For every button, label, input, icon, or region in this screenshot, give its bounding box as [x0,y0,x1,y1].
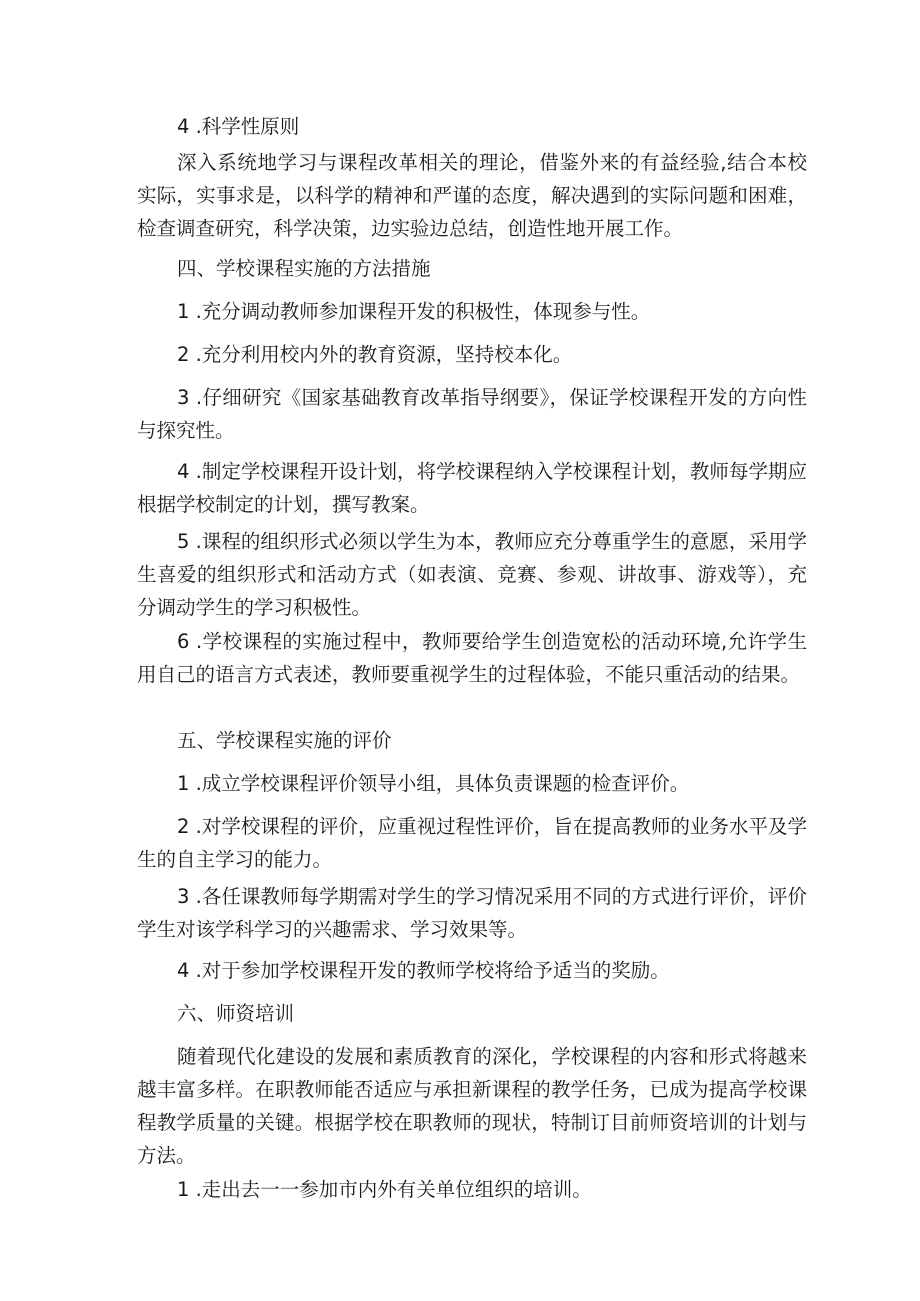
list-item-5-4: 4 .对于参加学校课程开发的教师学校将给予适当的奖励。 [177,959,670,982]
list-item-6-1: 1 .走出去一一参加市内外有关单位组织的培训。 [177,1178,592,1201]
paragraph-teacher-training: 随着现代化建设的发展和素质教育的深化，学校课程的内容和形式将越来越丰富多样。在职教师能否适应与承担新课程的教学任务，已成为提高学校课程教学质量的关键。根据学校在职教师的现状，特制订目前师资培训的计划与方法。 [137,1045,807,1167]
heading-section-4: 四、学校课程实施的方法措施 [177,257,431,280]
list-item-4-5: 5 .课程的组织形式必须以学生为本，教师应充分尊重学生的意愿，采用学生喜爱的组织形式和活动方式（如表演、竞赛、参观、讲故事、游戏等），充分调动学生的学习积极性。 [137,530,807,619]
list-item-4-1: 1 .充分调动教师参加课程开发的积极性，体现参与性。 [177,300,651,323]
paragraph-scientific-principle: 深入系统地学习与课程改革相关的理论，借鉴外来的有益经验,结合本校实际，实事求是，以科学的精神和严谨的态度，解决遇到的实际问题和困难，检查调查研究，科学决策，边实验边总结，创造性地开展工作。 [137,151,807,240]
list-item-4-3: 3 .仔细研究《国家基础教育改革指导纲要》，保证学校课程开发的方向性与探究性。 [137,386,807,442]
heading-section-6: 六、师资培训 [177,1002,295,1025]
list-item-5-2: 2 .对学校课程的评价，应重视过程性评价，旨在提高教师的业务水平及学生的自主学习的能力。 [137,815,807,871]
list-item-5-3: 3 .各任课教师每学期需对学生的学习情况采用不同的方式进行评价，评价学生对该学科学习的兴趣需求、学习效果等。 [137,885,807,941]
list-item-5-1: 1 .成立学校课程评价领导小组，具体负责课题的检查评价。 [177,772,690,795]
subheading-scientific-principle: 4 .科学性原则 [177,115,300,138]
heading-section-5: 五、学校课程实施的评价 [177,729,392,752]
list-item-4-4: 4 .制定学校课程开设计划，将学校课程纳入学校课程计划，教师每学期应根据学校制定的计划，撰写教案。 [137,460,807,516]
list-item-4-2: 2 .充分利用校内外的教育资源，坚持校本化。 [177,343,573,366]
list-item-4-6: 6 .学校课程的实施过程中，教师要给学生创造宽松的活动环境,允许学生用自己的语言方式表述，教师要重视学生的过程体验，不能只重活动的结果。 [137,630,807,686]
